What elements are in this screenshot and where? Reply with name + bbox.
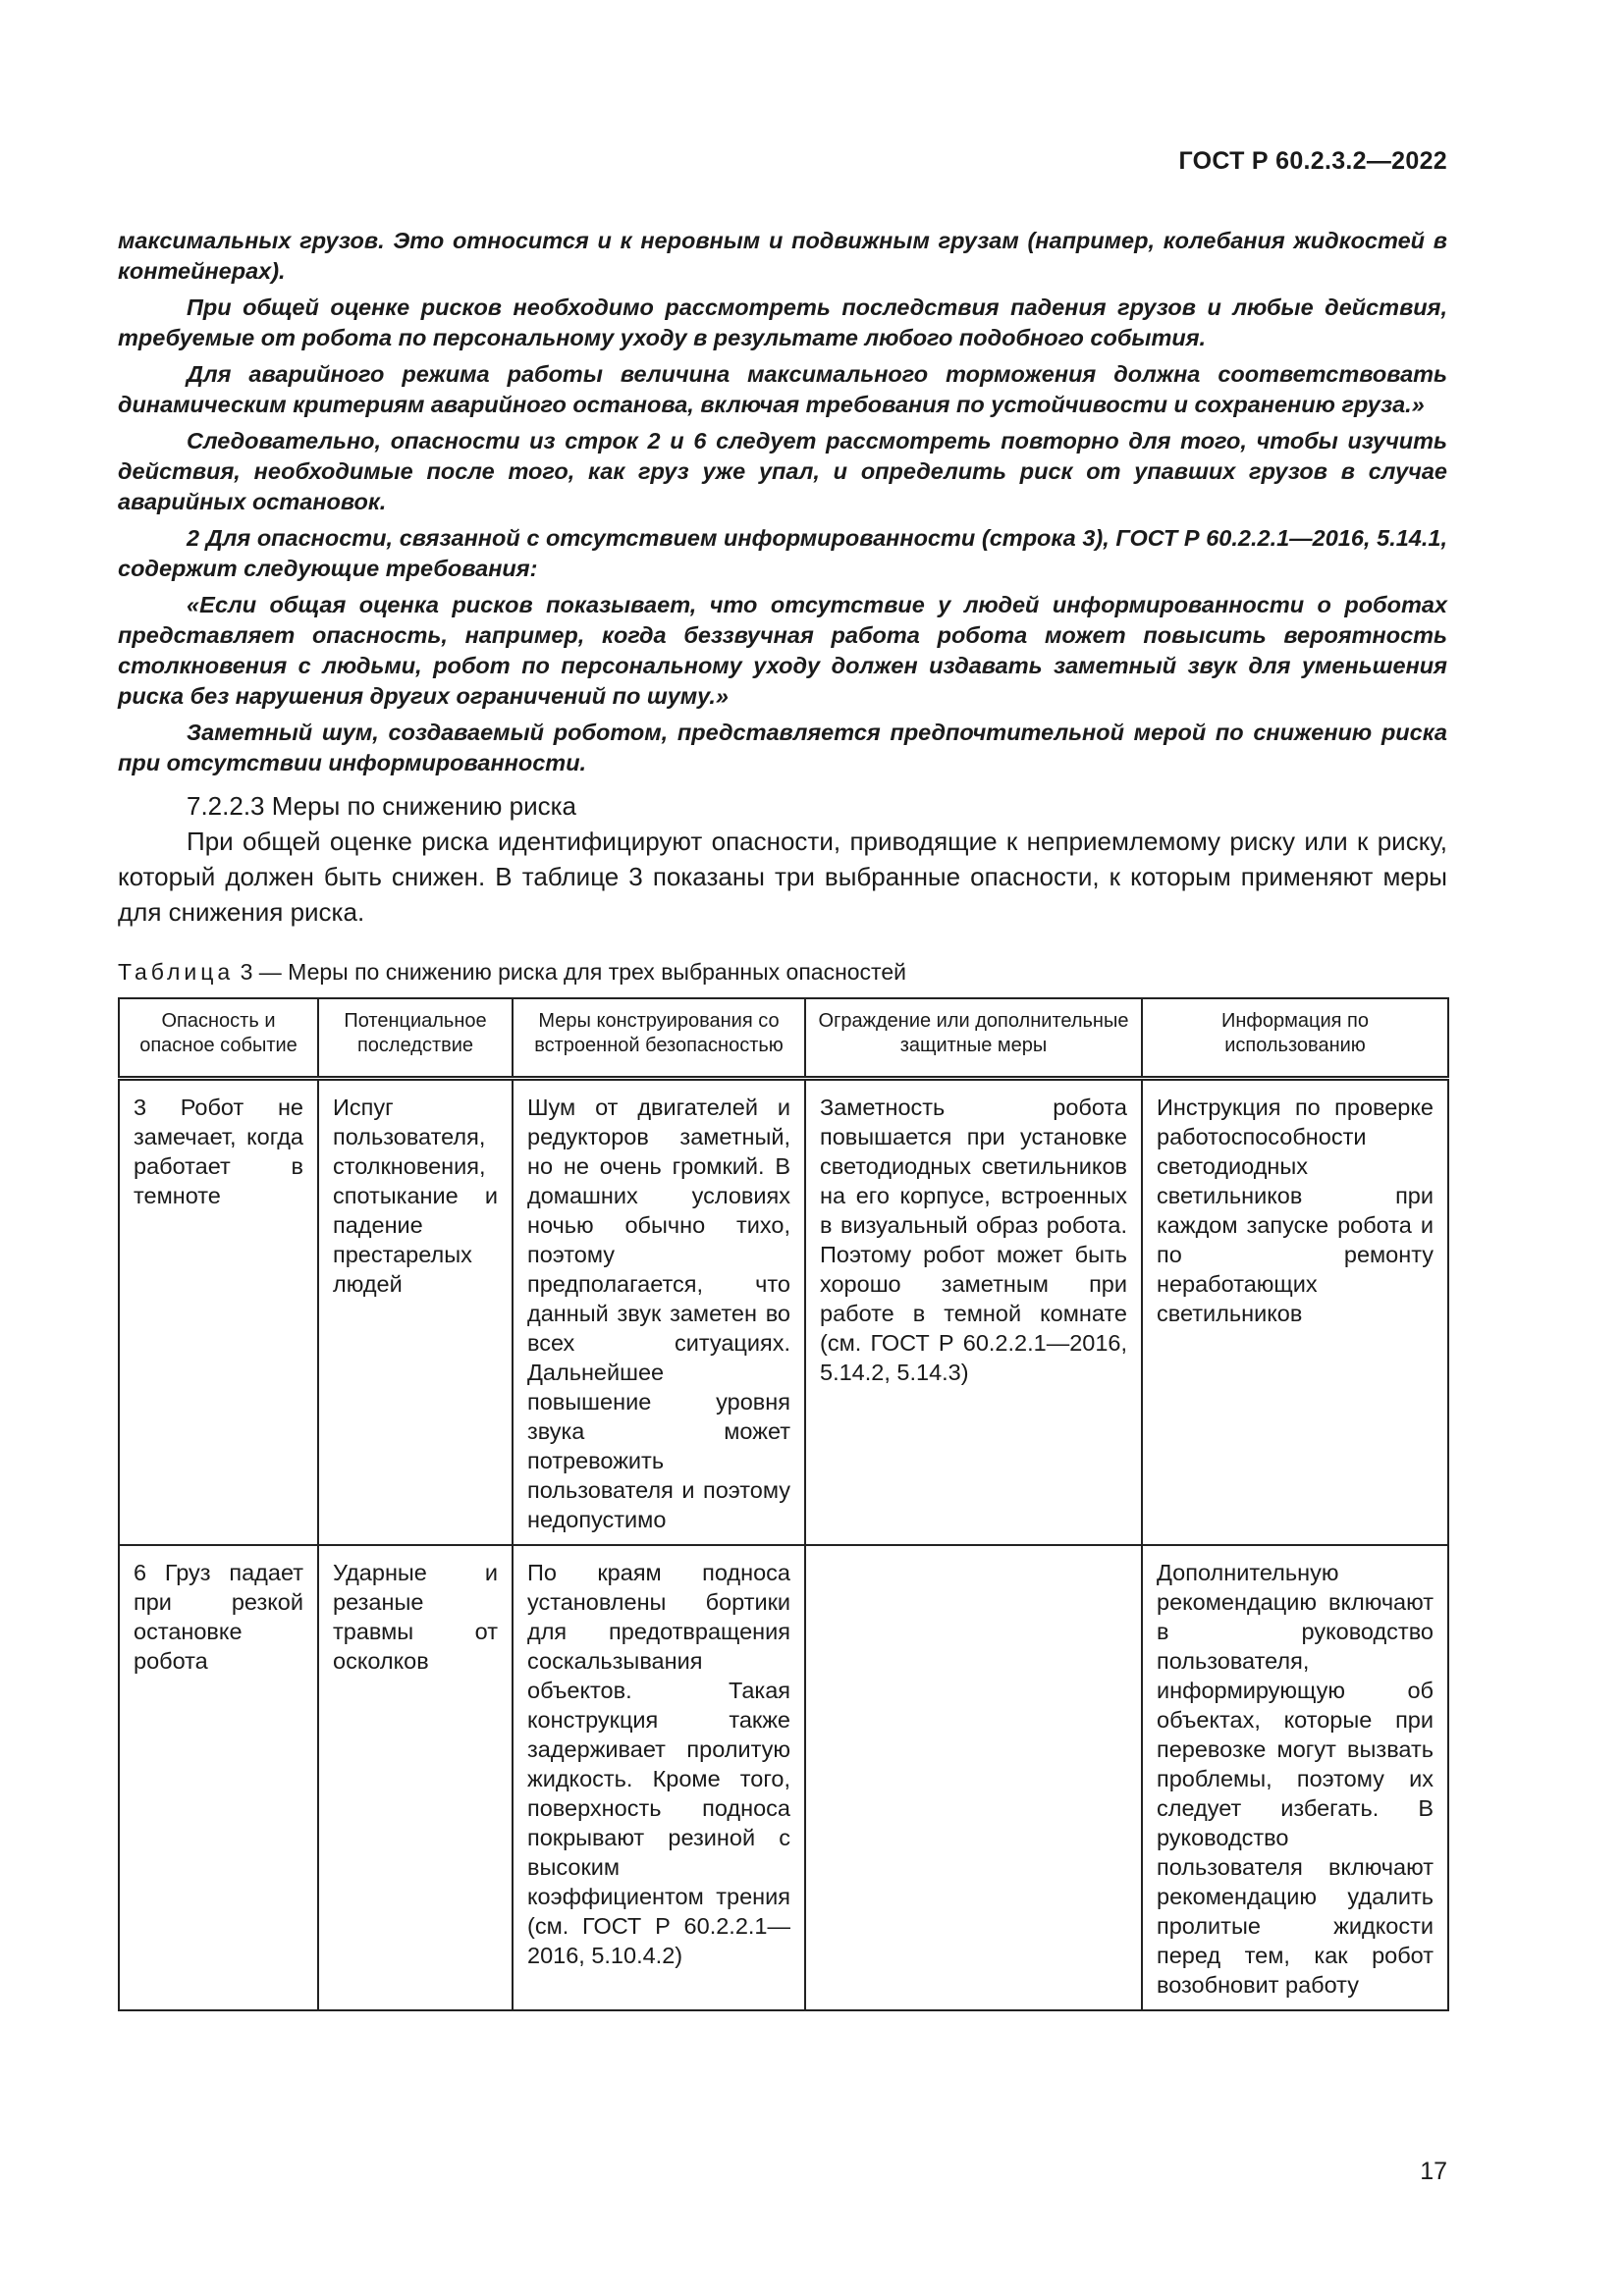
cell-consequence: Ударные и резаные травмы от осколков (318, 1545, 513, 2010)
risk-measures-table (118, 997, 1449, 2011)
document-header: ГОСТ Р 60.2.3.2—2022 (1178, 147, 1447, 175)
paragraph-7: Заметный шум, создаваемый роботом, представляется предпочтительной мерой по снижению риска при отсутствии информированности. (118, 720, 1447, 775)
cell-hazard: 3 Робот не замечает, когда работает в темноте (119, 1079, 318, 1546)
table-caption-label: Таблица (118, 959, 235, 985)
cell-consequence: Испуг пользователя, столкновения, спотыкание и падение престарелых людей (318, 1079, 513, 1546)
cell-design-measures: По краям подноса установлены бортики для предотвращения соскальзывания объектов. Такая конструкция также задерживает пролитую жидкость. Кроме того, поверхность подноса покрывают резиной с высоким коэффициентом трения (см. ГОСТ Р 60.2.2.1—2016, 5.10.4.2) (513, 1545, 805, 2010)
header-consequence: Потенциальное последствие (318, 998, 513, 1079)
paragraph-1: максимальных грузов. Это относится и к неровным и подвижным грузам (например, колебания жидкостей в контейнерах). (118, 228, 1447, 284)
header-hazard: Опасность и опасное событие (119, 998, 318, 1079)
cell-protective-measures (805, 1545, 1142, 2010)
table-caption-text: 3 — Меры по снижению риска для трех выбранных опасностей (234, 959, 906, 985)
paragraph-4: Следовательно, опасности из строк 2 и 6 следует рассмотреть повторно для того, чтобы изучить действия, необходимые после того, как груз уже упал, и определить риск от упавших грузов в случае аварийных остановок. (118, 428, 1447, 514)
cell-hazard: 6 Груз падает при резкой остановке робота (119, 1545, 318, 2010)
cell-usage-info: Дополнительную рекомендацию включают в руководство пользователя, информирующую об объектах, которые при перевозке могут вызвать проблемы, поэтому их следует избегать. В руководство пользователя включают рекомендацию удалить пролитые жидкости перед тем, как робот возобновит работу (1142, 1545, 1448, 2010)
cell-protective-measures: Заметность робота повышается при установке светодиодных светильников на его корпусе, встроенных в визуальный образ робота. Поэтому робот может быть хорошо заметным при работе в темной комнате (см. ГОСТ Р 60.2.2.1—2016, 5.14.2, 5.14.3) (805, 1079, 1142, 1546)
cell-usage-info: Инструкция по проверке работоспособности светодиодных светильников при каждом запуске робота и по ремонту неработающих светильников (1142, 1079, 1448, 1546)
header-usage-info: Информация по использованию (1142, 998, 1448, 1079)
page-number: 17 (1420, 2158, 1447, 2185)
table-caption (118, 959, 1447, 986)
header-design-measures: Меры конструирования со встроенной безопасностью (513, 998, 805, 1079)
table-header-row (119, 998, 1448, 1079)
paragraph-6: «Если общая оценка рисков показывает, что отсутствие у людей информированности о роботах представляет опасность, например, когда беззвучная работа робота может повысить вероятность столкновения с людьми, робот по персональному уходу должен издавать заметный звук для уменьшения риска без нарушения других ограничений по шуму.» (118, 592, 1447, 709)
paragraph-5: 2 Для опасности, связанной с отсутствием информированности (строка 3), ГОСТ Р 60.2.2.1—2016, 5.14.1, содержит следующие требования: (118, 525, 1447, 581)
section-text: При общей оценке риска идентифицируют опасности, приводящие к неприемлемому риску или к риску, который должен быть снижен. В таблице 3 показаны три выбранные опасности, к которым применяют меры для снижения риска. (118, 827, 1447, 927)
header-protective-measures: Ограждение или дополнительные защитные меры (805, 998, 1142, 1079)
paragraph-3: Для аварийного режима работы величина максимального торможения должна соответствовать динамическим критериям аварийного останова, включая требования по устойчивости и сохранению груза.» (118, 361, 1447, 417)
cell-design-measures: Шум от двигателей и редукторов заметный, но не очень громкий. В домашних условиях ночью обычно тихо, поэтому предполагается, что данный звук заметен во всех ситуациях. Дальнейшее повышение уровня звука может потревожить пользователя и поэтому недопустимо (513, 1079, 805, 1546)
table-row (119, 1545, 1448, 2010)
page-content (118, 226, 1447, 2011)
section-title: 7.2.2.3 Меры по снижению риска (187, 791, 577, 821)
paragraph-2: При общей оценке рисков необходимо рассмотреть последствия падения грузов и любые действия, требуемые от робота по персональному уходу в результате любого подобного события. (118, 294, 1447, 350)
table-row (119, 1079, 1448, 1546)
